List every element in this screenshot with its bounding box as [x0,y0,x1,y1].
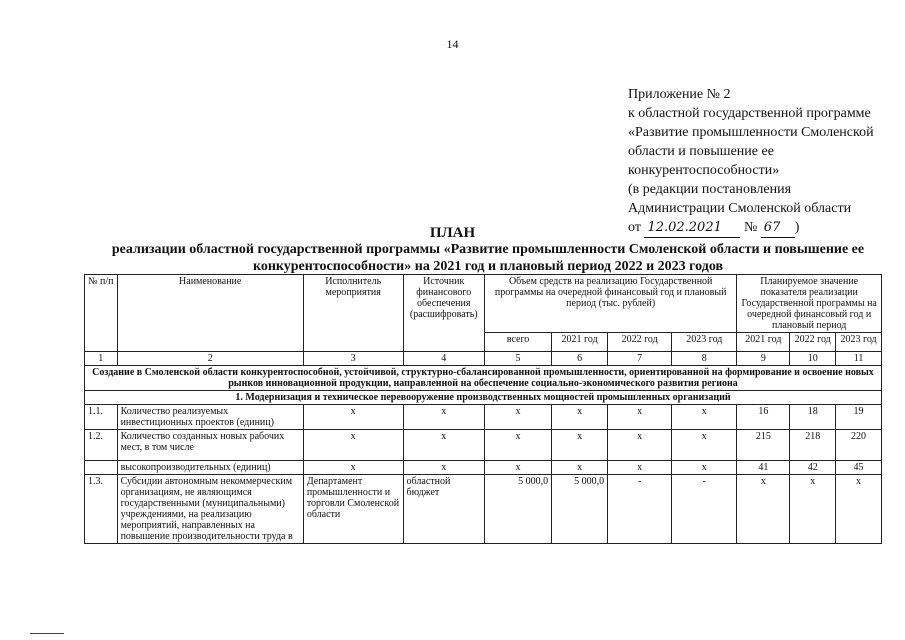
row-total: x [484,430,551,461]
header-funds-2021: 2021 год [552,333,608,352]
row-indicator-2022: 18 [790,405,836,430]
column-number: 11 [836,352,882,366]
row-funds-2022: x [608,430,672,461]
appendix-line: «Развитие промышленности Смоленской [628,125,874,140]
row-indicator-2022: x [790,475,836,544]
header-row [85,275,882,333]
column-number: 6 [552,352,608,366]
table-row [85,461,882,475]
row-indicator-2022: 42 [790,461,836,475]
row-total: x [484,461,551,475]
row-name: Субсидии автономным некоммерческим организациям, не являющимся государственными (муниципальными) учреждениями, на реализацию мероприятий, направленных на повышение производительности труда в [117,475,303,544]
row-funds-2022: - [608,475,672,544]
appendix-line: к областной государственной программе [628,106,871,121]
row-num [85,461,118,475]
row-funds-2021: x [552,461,608,475]
document-title: ПЛАН [429,225,476,241]
goal-row [85,366,882,391]
row-source: областной бюджет [403,475,484,544]
column-number: 4 [403,352,484,366]
row-funds-2021: x [552,430,608,461]
row-name: высокопроизводительных (единиц) [117,461,303,475]
column-number: 9 [737,352,790,366]
handwritten-date: 12.02.2021 [644,218,740,238]
row-executor: x [303,461,403,475]
row-name: Количество реализуемых инвестиционных проектов (единиц) [117,405,303,430]
row-executor: x [303,405,403,430]
handwritten-number: 67 [761,218,795,238]
header-indicator-2023: 2023 год [836,333,882,352]
table-row [85,405,882,430]
column-number: 2 [117,352,303,366]
appendix-line: Администрации Смоленской области [628,201,852,216]
row-funds-2023: x [672,430,737,461]
row-indicator-2021: 41 [737,461,790,475]
row-funds-2023: x [672,405,737,430]
row-executor: Департамент промышленности и торговли Смоленской области [303,475,403,544]
row-indicator-2023: 19 [836,405,882,430]
appendix-block [628,85,874,238]
row-indicator-2021: x [737,475,790,544]
row-total: 5 000,0 [484,475,551,544]
row-indicator-2022: 218 [790,430,836,461]
column-number: 8 [672,352,737,366]
appendix-line: Приложение № 2 [628,87,731,102]
column-number: 10 [790,352,836,366]
header-indicator: Планируемое значение показателя реализации Государственной программы на очередной финансовый год и плановый период [737,275,882,333]
row-source: x [403,461,484,475]
header-indicator-2021: 2021 год [737,333,790,352]
header-name: Наименование [117,275,303,352]
row-indicator-2023: 45 [836,461,882,475]
row-indicator-2023: x [836,475,882,544]
header-indicator-2022: 2022 год [790,333,836,352]
header-funds-2022: 2022 год [608,333,672,352]
column-number-row [85,352,882,366]
header-total: всего [484,333,551,352]
footer-divider [30,633,64,634]
row-executor: x [303,430,403,461]
row-num: 1.3. [85,475,118,544]
header-num: № п/п [85,275,118,352]
row-funds-2023: x [672,461,737,475]
column-number: 3 [303,352,403,366]
row-indicator-2021: 215 [737,430,790,461]
row-funds-2023: - [672,475,737,544]
column-number: 7 [608,352,672,366]
column-number: 1 [85,352,118,366]
table-row [85,430,882,461]
row-num: 1.1. [85,405,118,430]
closing-paren: ) [794,220,800,235]
row-funds-2022: x [608,461,672,475]
from-prefix: от [628,220,641,235]
number-prefix: № [743,220,758,235]
row-funds-2021: x [552,405,608,430]
document-subtitle: реализации областной государственной программы «Развитие промышленности Смоленской области и повышение ее конкурентоспособности» на 2021 год и плановый период 2022 и 2023 годов [111,242,865,274]
header-funds: Объем средств на реализацию Государственной программы на очередной финансовый год и плановый период (тыс. рублей) [484,275,736,333]
section-row [85,391,882,405]
row-name: Количество созданных новых рабочих мест, в том числе [117,430,303,461]
column-number: 5 [484,352,551,366]
row-source: x [403,430,484,461]
section-title: 1. Модернизация и техническое перевооружение производственных мощностей промышленных организаций [85,391,882,405]
row-indicator-2023: 220 [836,430,882,461]
plan-table [84,274,882,544]
header-source: Источник финансового обеспечения (расшифровать) [403,275,484,352]
row-funds-2022: x [608,405,672,430]
appendix-line: конкурентоспособности» [628,163,780,178]
row-funds-2021: 5 000,0 [552,475,608,544]
appendix-line: области и повышение ее [628,144,774,159]
header-funds-2023: 2023 год [672,333,737,352]
row-source: x [403,405,484,430]
row-num: 1.2. [85,430,118,461]
table-row [85,475,882,544]
page-number: 14 [446,37,459,51]
row-indicator-2021: 16 [737,405,790,430]
appendix-line: (в редакции постановления [628,182,792,197]
goal-text: Создание в Смоленской области конкурентоспособной, устойчивой, структурно-сбалансированной промышленности, ориентированной на формирование и освоение новых рынков инновационной продукции, направленной на обеспечение социально-экономического развития региона [85,366,882,391]
header-executor: Исполнитель мероприятия [303,275,403,352]
row-total: x [484,405,551,430]
